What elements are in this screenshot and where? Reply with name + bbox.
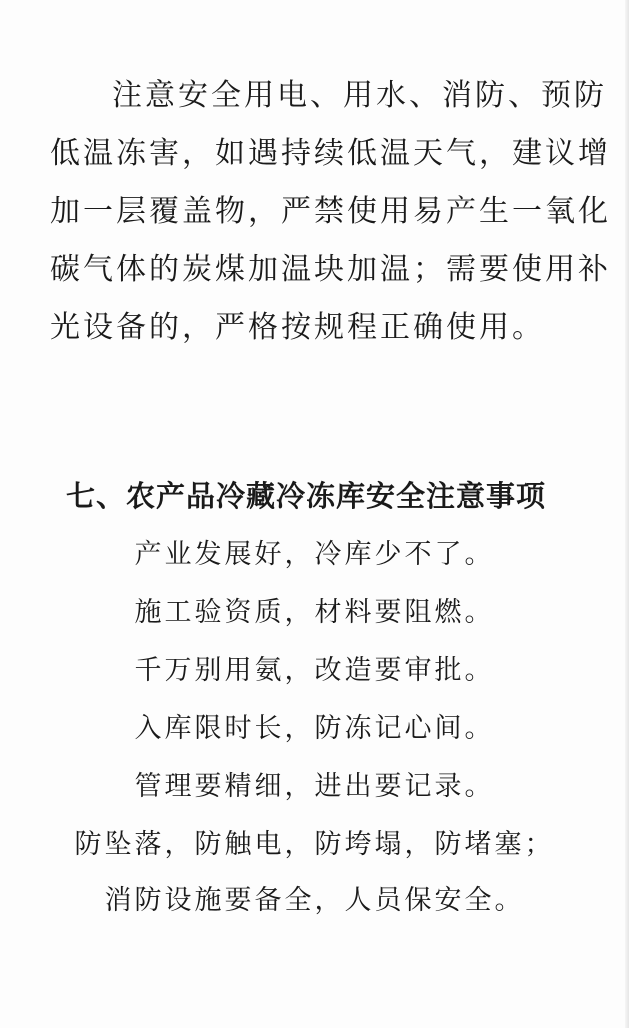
verse-line: 消防设施要备全，人员保安全。 (104, 885, 525, 916)
verse-line: 施工验资质，材料要阻燃。 (134, 597, 495, 628)
verse-line: 防坠落，防触电，防垮塌，防堵塞； (74, 829, 555, 860)
verse-line: 产业发展好，冷库少不了。 (134, 539, 495, 570)
section-heading: 七、农产品冷藏冷冻库安全注意事项 (66, 479, 547, 513)
verse-line: 管理要精细，进出要记录。 (134, 771, 495, 802)
scan-edge (625, 0, 629, 1028)
paragraph-line: 加一层覆盖物，严禁使用易产生一氧化 (50, 194, 611, 229)
paragraph-line: 注意安全用电、用水、消防、预防 (112, 78, 607, 113)
paragraph-line: 低温冻害，如遇持续低温天气，建议增 (50, 136, 611, 171)
verse-line: 入库限时长，防冻记心间。 (134, 713, 495, 744)
paragraph-line: 碳气体的炭煤加温块加温；需要使用补 (50, 252, 611, 287)
verse-line: 千万别用氨，改造要审批。 (134, 655, 495, 686)
paragraph-line: 光设备的，严格按规程正确使用。 (50, 310, 545, 345)
